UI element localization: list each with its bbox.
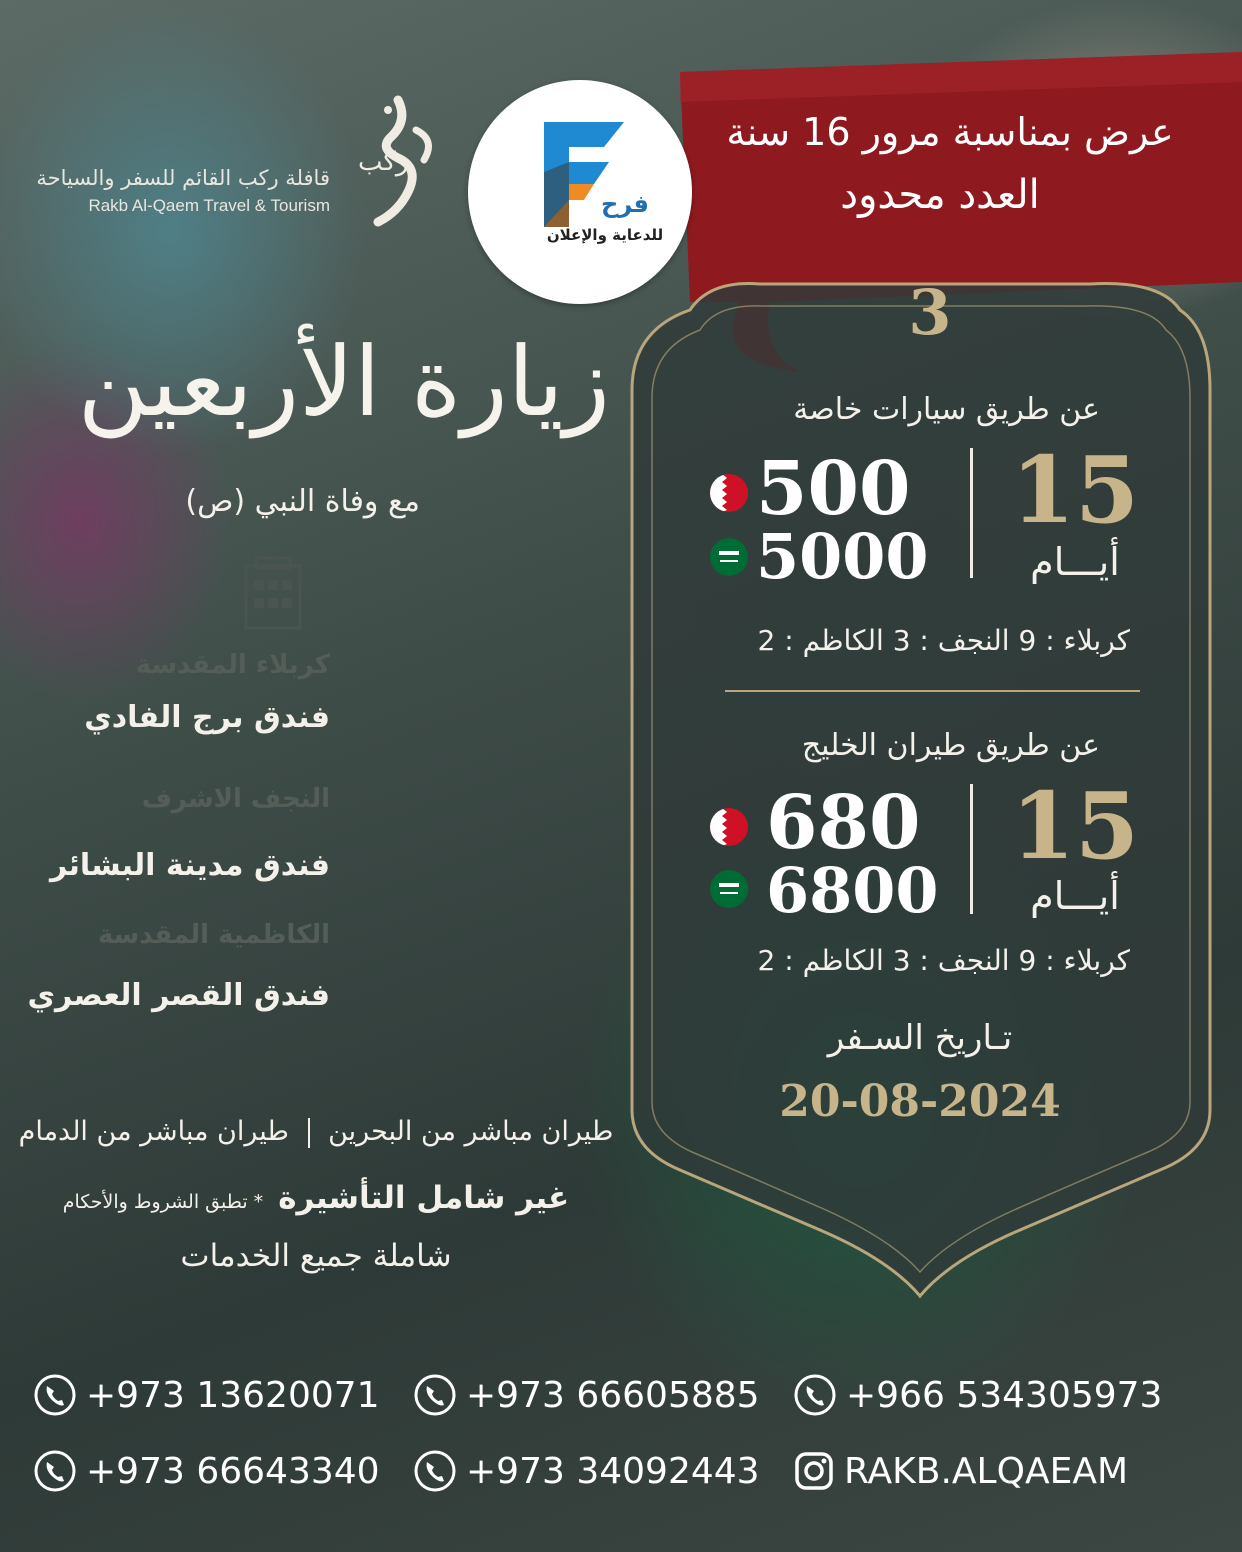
contact-phone-2[interactable]: [412, 1370, 760, 1420]
saudi-flag-icon: [710, 538, 748, 576]
agency-tagline: للدعاية والإعلان: [546, 226, 664, 244]
brand-name-english: Rakb Al-Qaem Travel & Tourism: [88, 196, 330, 215]
contact-phone-1[interactable]: [32, 1370, 380, 1420]
contact-phone-1-text: +973 13620071: [86, 1374, 380, 1416]
package-divider: [725, 690, 1140, 692]
offer-line-2: العدد محدود: [840, 172, 1040, 218]
travel-date: 20-08-2024: [779, 1076, 1061, 1127]
hotel-city-kadhimiya: الكاظمية المقدسة: [97, 920, 330, 950]
hotel-name-najaf: فندق مدينة البشائر: [49, 848, 330, 883]
whatsapp-icon: [412, 1448, 458, 1494]
flights-line: [10, 1116, 622, 1148]
package-2-price-bhd: 680: [766, 780, 921, 866]
package-2-split: كربلاء : 9 النجف : 3 الكاظم : 2: [757, 944, 1130, 977]
agency-name: فرح: [601, 190, 649, 218]
hotel-city-karbala: كربلاء المقدسة: [135, 650, 330, 680]
visa-line: [10, 1180, 622, 1216]
brand-mark-text: ركب: [358, 147, 409, 177]
package-1-split: كربلاء : 9 النجف : 3 الكاظم : 2: [757, 624, 1130, 657]
hotel-city-najaf: النجف الاشرف: [141, 784, 330, 814]
package-2-days: 15: [1010, 772, 1140, 880]
whatsapp-icon: [32, 1372, 78, 1418]
contact-phone-5[interactable]: [412, 1446, 760, 1496]
services-note: شاملة جميع الخدمات: [180, 1238, 452, 1274]
contact-phone-2-text: +973 66605885: [466, 1374, 760, 1416]
whatsapp-icon: [412, 1372, 458, 1418]
brand-calligraphy-logo: [338, 90, 456, 240]
flights-dammam: طيران مباشر من الدمام: [18, 1116, 289, 1147]
contact-instagram-text: RAKB.ALQAEAM: [844, 1450, 1129, 1492]
contact-phone-3[interactable]: [792, 1370, 1162, 1420]
saudi-flag-icon: [710, 870, 748, 908]
whatsapp-icon: [792, 1372, 838, 1418]
package-2-route: عن طريق طيران الخليج: [801, 728, 1100, 763]
whatsapp-icon: [32, 1448, 78, 1494]
flights-bahrain: طيران مباشر من البحرين: [328, 1116, 614, 1147]
hotel-name-kadhimiya: فندق القصر العصري: [27, 978, 330, 1013]
contact-phone-5-text: +973 34092443: [466, 1450, 760, 1492]
brand-name-arabic: قافلة ركب القائم للسفر والسياحة: [36, 166, 330, 190]
card-number: 3: [908, 276, 952, 349]
travel-date-label: تـاريخ السـفر: [827, 1018, 1013, 1058]
contact-instagram[interactable]: [792, 1446, 1128, 1496]
visa-note: غير شامل التأشيرة: [278, 1180, 570, 1216]
offer-line-1: عرض بمناسبة مرور 16 سنة: [726, 110, 1174, 154]
contact-phone-3-text: +966 534305973: [846, 1374, 1163, 1416]
package-1-days-label: أيـــام: [1030, 540, 1120, 584]
package-1-route: عن طريق سيارات خاصة: [793, 392, 1100, 427]
instagram-icon: [792, 1449, 836, 1493]
bahrain-flag-icon: [710, 474, 748, 512]
package-2-price-sar: 6800: [766, 854, 939, 927]
subtitle: مع وفاة النبي (ص): [185, 484, 420, 519]
package-2-days-label: أيـــام: [1030, 874, 1120, 918]
hotel-building-icon: [240, 556, 306, 630]
contact-phone-4-text: +973 66643340: [86, 1450, 380, 1492]
package-1-price-bhd: 500: [756, 446, 911, 532]
page-title: زيارة الأربعين: [77, 326, 610, 438]
package-1-price-sar: 5000: [756, 520, 929, 593]
hotel-name-karbala: فندق برج الفادي: [84, 700, 330, 735]
contact-phone-4[interactable]: [32, 1446, 380, 1496]
package-1-days: 15: [1010, 436, 1140, 544]
bahrain-flag-icon: [710, 808, 748, 846]
terms-note: * تطبق الشروط والأحكام: [62, 1191, 264, 1213]
